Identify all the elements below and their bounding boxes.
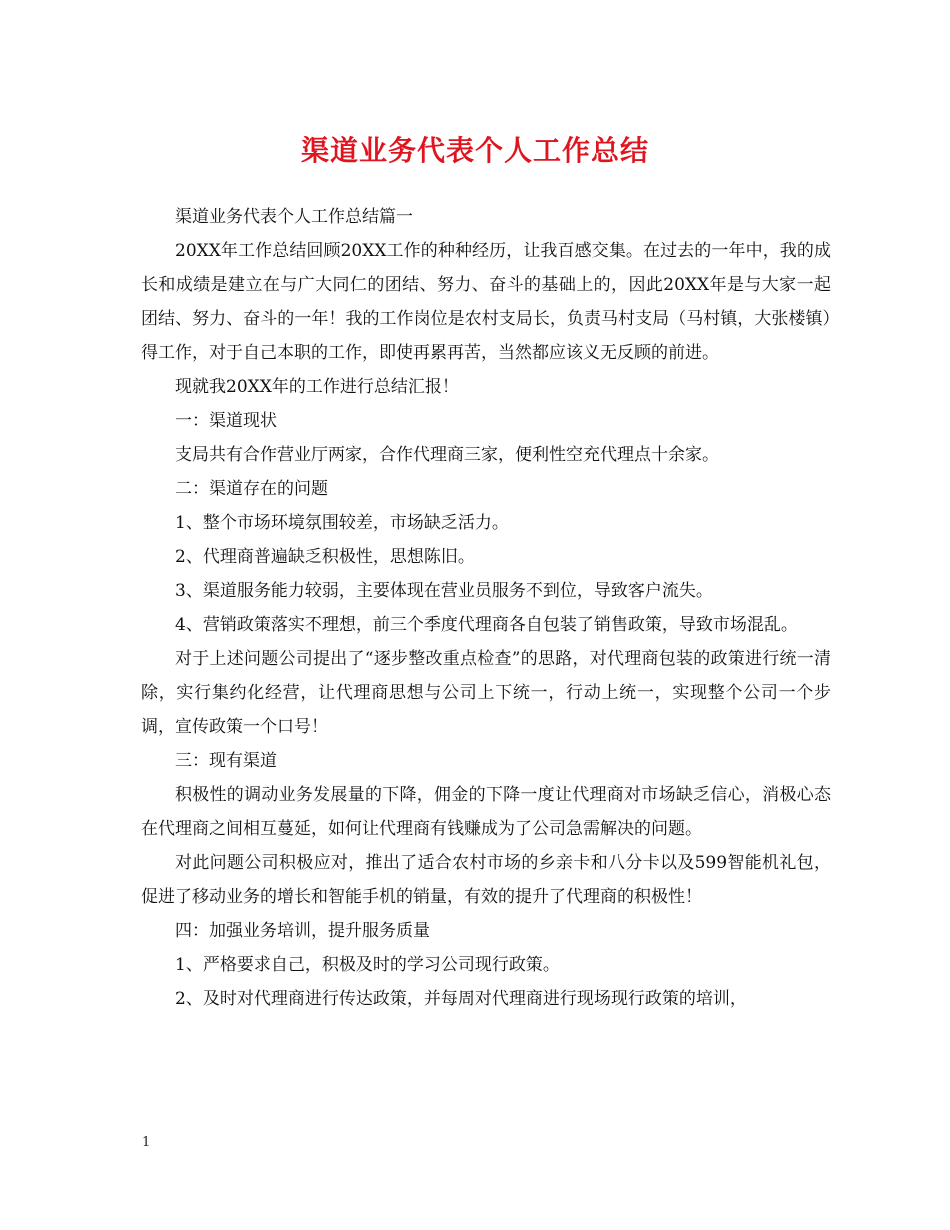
document-title: 渠道业务代表个人工作总结 [300,134,649,167]
list-item-training-2: 2、及时对代理商进行传达政策，并每周对代理商进行现场现行政策的培训， [175,989,747,1009]
document-body [141,200,831,1016]
paragraph-solution: 对于上述问题公司提出了“逐步整改重点检查”的思路，对代理商包装的政策进行统一清除，实行集约化经营，让代理商思想与公司上下统一，行动上统一，实现整个公司一个步调，宣传政策一个口号！ [141,649,831,737]
paragraph-response: 对此问题公司积极应对，推出了适合农村市场的乡亲卡和八分卡以及599智能机礼包，促进了移动业务的增长和智能手机的销量，有效的提升了代理商的积极性！ [141,853,831,907]
list-item-problem-4: 4、营销政策落实不理想，前三个季度代理商各自包装了销售政策，导致市场混乱。 [175,615,798,635]
heading-existing-channels: 三：现有渠道 [175,751,277,771]
heading-channel-problems: 二：渠道存在的问题 [175,479,328,499]
paragraph-section-heading: 渠道业务代表个人工作总结篇一 [175,207,413,227]
paragraph-channel-status: 支局共有合作营业厅两家，合作代理商三家，便利性空充代理点十余家。 [175,445,719,465]
paragraph-motivation: 积极性的调动业务发展量的下降，佣金的下降一度让代理商对市场缺乏信心，消极心态在代理商之间相互蔓延，如何让代理商有钱赚成为了公司急需解决的问题。 [141,785,831,839]
heading-training: 四：加强业务培训，提升服务质量 [175,921,430,941]
paragraph-intro: 20XX年工作总结回顾20XX工作的种种经历，让我百感交集。在过去的一年中，我的成长和成绩是建立在与广大同仁的团结、努力、奋斗的基础上的，因此20XX年是与大家一起团结、努力、奋斗的一年！我的工作岗位是农村支局长，负责马村支局（马村镇，大张楼镇）得工作，对于自己本职的工作，即使再累再苦，当然都应该义无反顾的前进。 [141,241,831,363]
page-number: 1 [142,1135,151,1150]
heading-channel-status: 一：渠道现状 [175,411,277,431]
paragraph-report-lead: 现就我20XX年的工作进行总结汇报！ [175,377,459,397]
list-item-problem-3: 3、渠道服务能力较弱，主要体现在营业员服务不到位，导致客户流失。 [175,581,713,601]
list-item-problem-1: 1、整个市场环境氛围较差，市场缺乏活力。 [175,513,509,533]
list-item-problem-2: 2、代理商普遍缺乏积极性，思想陈旧。 [175,547,475,567]
list-item-training-1: 1、严格要求自己，积极及时的学习公司现行政策。 [175,955,560,975]
